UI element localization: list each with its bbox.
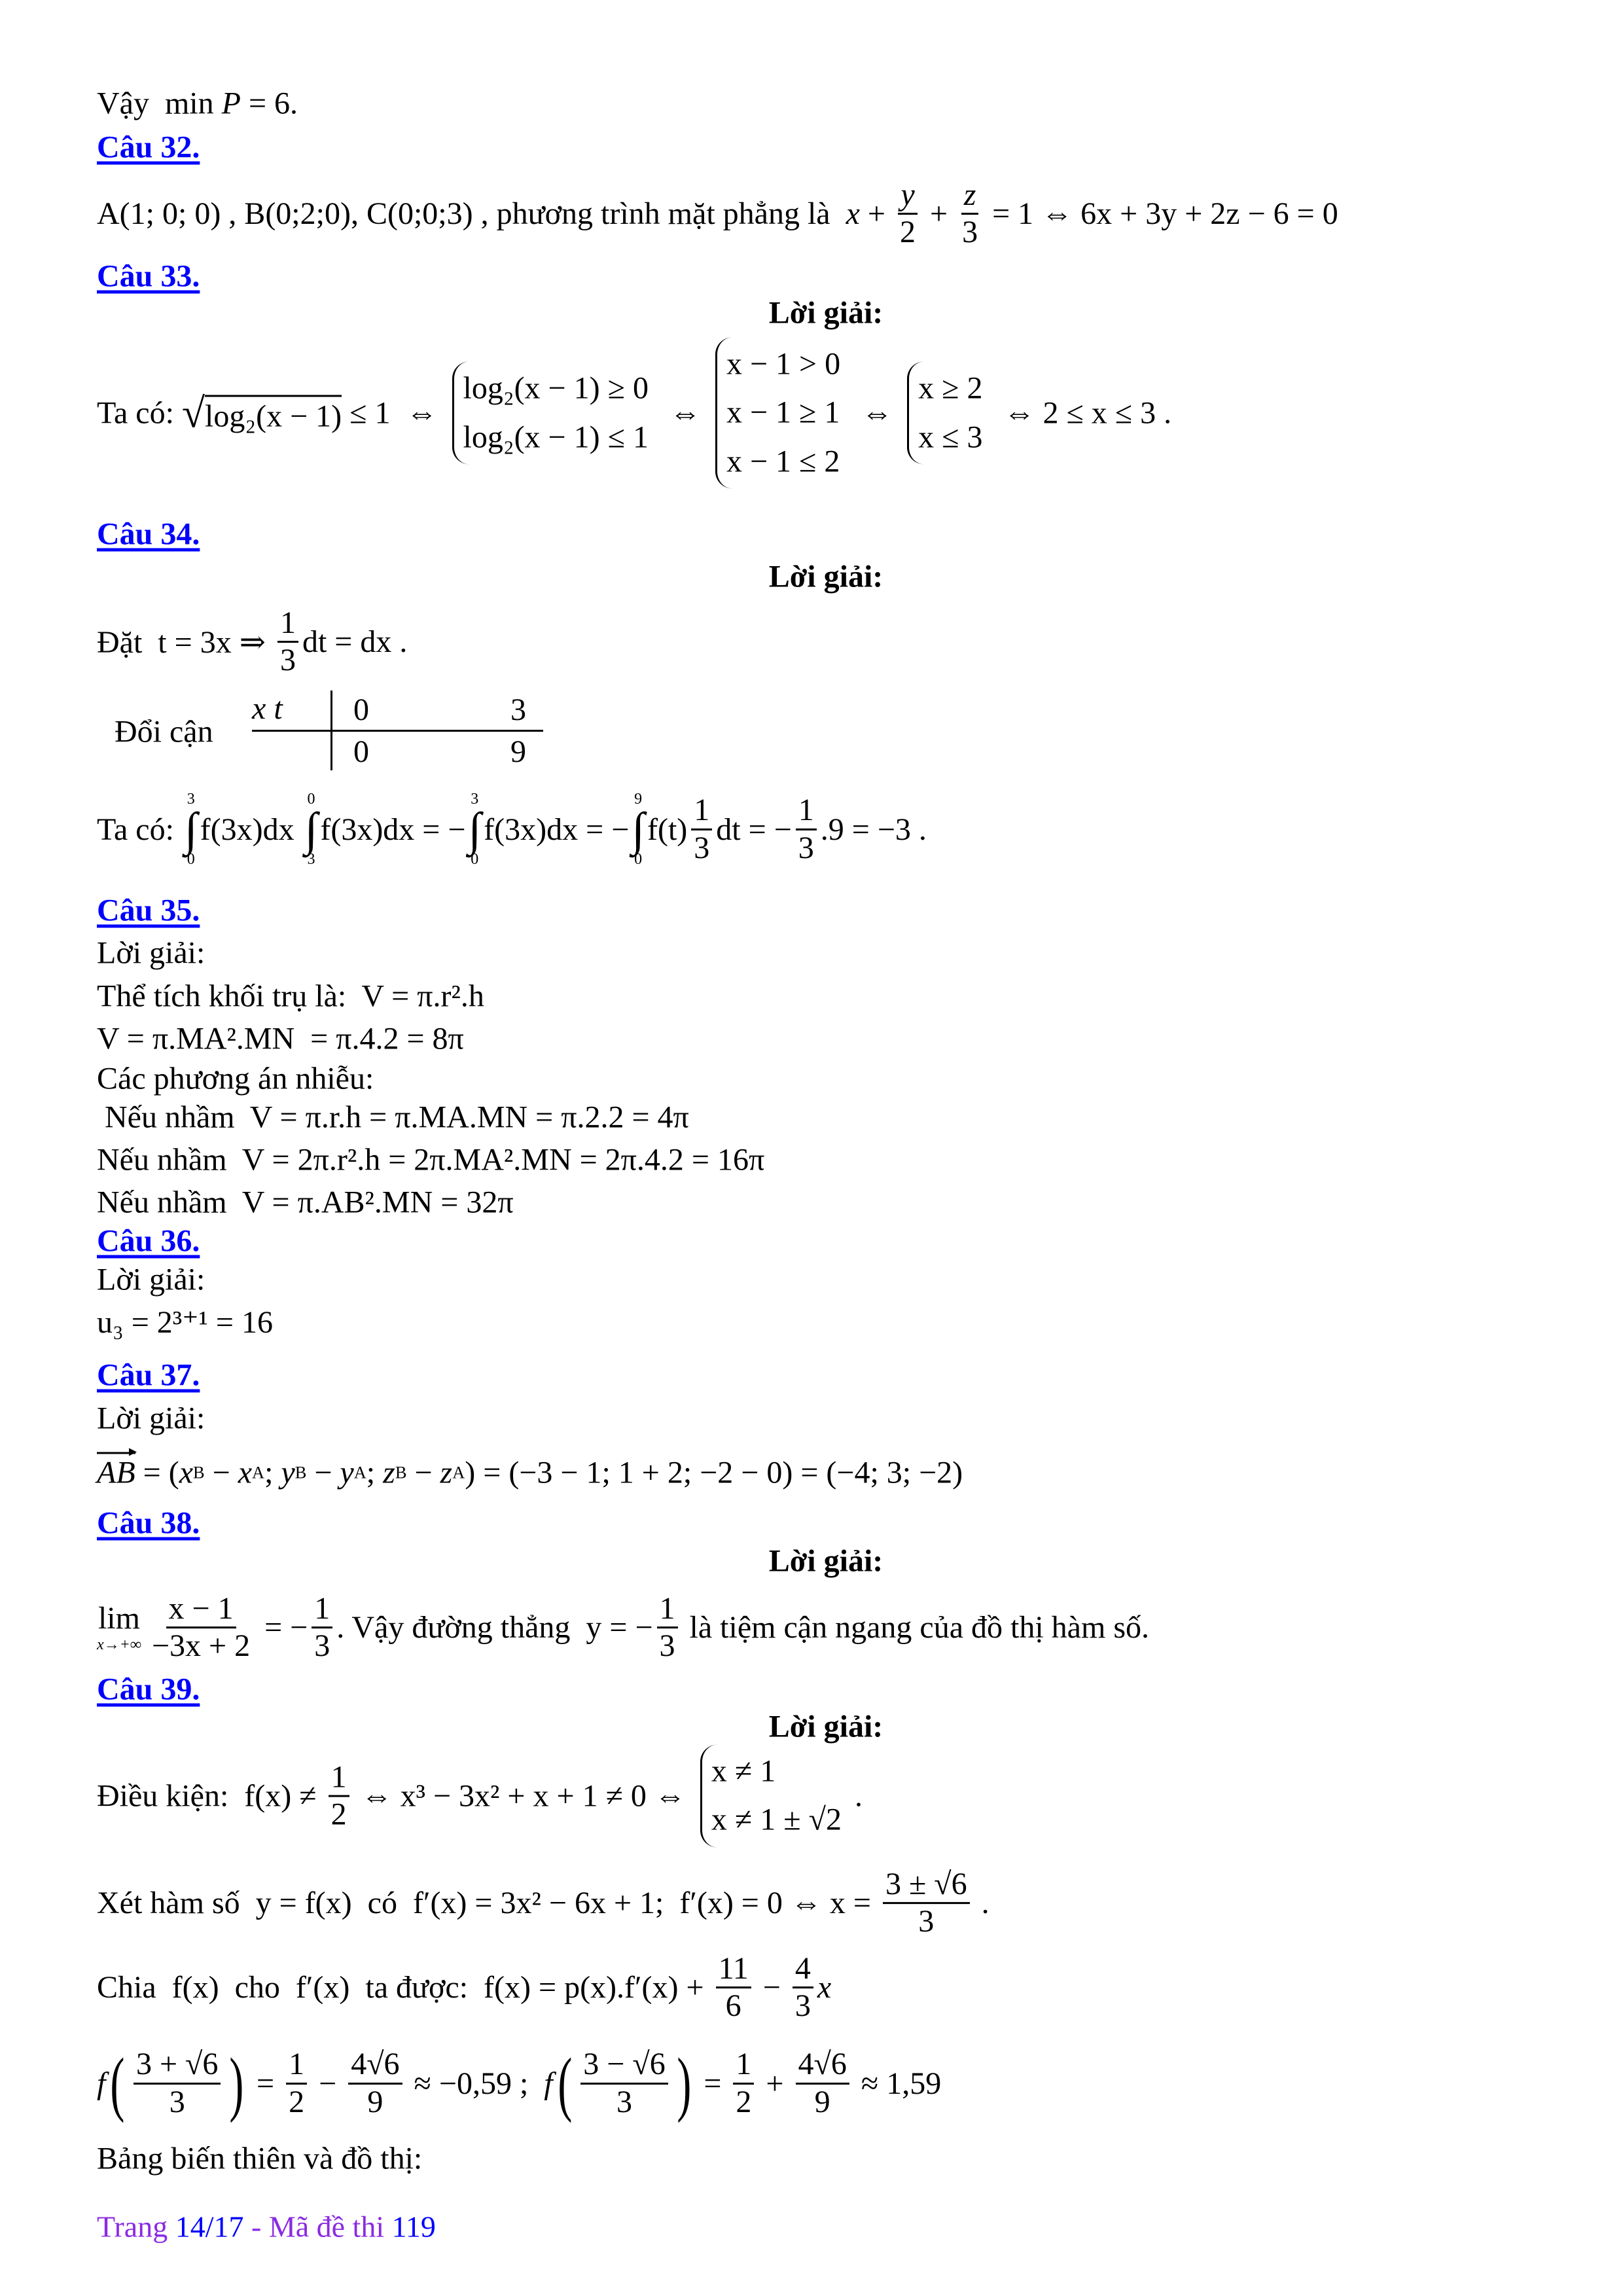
numerator: x − 1 (166, 1592, 236, 1628)
numerator: 4 (793, 1952, 813, 1988)
upper-limit: 3 (187, 790, 195, 808)
system-row: x ≤ 3 (918, 419, 983, 454)
parenthesized (105, 2043, 249, 2123)
lower-limit: 0 (471, 851, 479, 869)
solution-line: Bảng biến thiên và đồ thị: (97, 2141, 423, 2176)
fraction (959, 179, 980, 249)
math-var: x (846, 196, 860, 232)
fraction (149, 1592, 253, 1663)
numerator: y (898, 179, 917, 215)
page-footer (97, 2210, 436, 2244)
text: − (306, 1455, 340, 1490)
question-37-heading[interactable]: Câu 37. (97, 1357, 200, 1393)
fraction (348, 2048, 402, 2119)
text: = 6. (240, 86, 298, 121)
text: ⇔ (853, 395, 901, 431)
q39-derivative (97, 1868, 990, 1939)
text: ) (465, 1455, 476, 1490)
math-var: P (221, 86, 241, 121)
denominator: 3 (616, 2084, 632, 2119)
integral (305, 791, 318, 867)
numerator: 1 (286, 2048, 307, 2084)
denominator: 2 (289, 2084, 305, 2119)
text: = (249, 2066, 283, 2101)
numerator: 4√6 (796, 2048, 849, 2084)
system-1 (452, 362, 655, 465)
fraction (580, 2048, 668, 2119)
denominator: 3 (659, 1628, 675, 1664)
solution-heading: Lời giải: (768, 1709, 883, 1744)
left-paren: ( (110, 2043, 125, 2123)
math-var: z (440, 1455, 453, 1490)
lim-label: lim (98, 1601, 140, 1636)
bounds-label: Đổi cận (115, 714, 213, 749)
fraction (796, 2048, 849, 2119)
fraction (716, 1952, 751, 2023)
denominator: 3 (918, 1904, 935, 1939)
text: = 1 ⇔ 6x + 3y + 2z − 6 = 0 (984, 196, 1338, 232)
text: . (854, 1778, 863, 1814)
q39-division (97, 1952, 831, 2023)
system-row: x ≠ 1 ± √2 (711, 1803, 842, 1837)
text: ≤ 1 ⇔ (342, 395, 446, 431)
denominator: 6 (725, 1988, 741, 2024)
denominator: 2 (736, 2084, 752, 2119)
solution-label: Lời giải: (97, 1401, 205, 1436)
solution-line: u₃ = 2³⁺¹ = 16 (97, 1305, 273, 1340)
text: Ta có: (97, 812, 182, 847)
table-cell: 0 (353, 692, 369, 727)
text: ≈ −0,59 ; (406, 2066, 544, 2101)
fraction (883, 1868, 970, 1939)
question-35-heading[interactable]: Câu 35. (97, 893, 200, 928)
text: f(t) (647, 812, 688, 847)
numerator: 1 (733, 2048, 754, 2084)
fraction (657, 1592, 678, 1663)
denominator: 3 (794, 1988, 811, 2024)
system-row: x ≠ 1 (711, 1753, 776, 1789)
denominator: 2 (330, 1797, 347, 1832)
numerator: z (961, 179, 979, 215)
numerator: 3 − √6 (580, 2048, 668, 2084)
integral-sign: ∫ (632, 802, 645, 855)
math-var: y (281, 1455, 295, 1490)
math-var: z (383, 1455, 395, 1490)
integral (468, 791, 481, 867)
solution-line: Nếu nhầm V = π.r.h = π.MA.MN = π.2.2 = 4π (97, 1100, 689, 1135)
question-33-heading[interactable]: Câu 33. (97, 259, 200, 294)
system-row: x ≥ 2 (918, 370, 983, 406)
text: ; (264, 1455, 281, 1490)
question-39-heading[interactable]: Câu 39. (97, 1672, 200, 1707)
subscript: B (294, 1462, 307, 1482)
text: .9 = −3 . (820, 812, 927, 847)
table-cell: x (252, 691, 266, 726)
table-cell: 9 (510, 734, 526, 769)
question-36-heading[interactable]: Câu 36. (97, 1223, 200, 1259)
text: − (311, 2066, 345, 2101)
integral (632, 791, 645, 867)
bounds-table (252, 691, 543, 770)
denominator: 3 (314, 1628, 330, 1664)
lower-limit: 3 (307, 851, 315, 869)
exam-code: 119 (391, 2210, 436, 2244)
table-cell: 3 (510, 692, 526, 727)
subscript: A (353, 1462, 366, 1482)
integral-sign: ∫ (304, 802, 318, 855)
solution-label: Lời giải: (97, 1262, 205, 1297)
integral-sign: ∫ (468, 802, 482, 855)
integral (185, 791, 198, 867)
text: Điều kiện: f(x) ≠ (97, 1778, 325, 1814)
numerator: 1 (796, 794, 817, 830)
numerator: 11 (716, 1952, 751, 1988)
subscript: A (452, 1462, 465, 1482)
q38-limit (97, 1592, 1149, 1663)
text: = (−3 − 1; 1 + 2; −2 − 0) = (−4; 3; −2) (475, 1455, 963, 1490)
upper-limit: 9 (634, 790, 643, 808)
lower-limit: 0 (187, 851, 195, 869)
text: Xét hàm số y = f(x) có f′(x) = 3x² − 6x + 1; f′(x) = 0 ⇔ x = (97, 1886, 879, 1921)
page-number: 14/17 (175, 2210, 244, 2244)
right-paren: ) (229, 2043, 244, 2123)
upper-limit: 3 (471, 790, 479, 808)
text: f(3x)dx = − (320, 812, 466, 847)
solution-line: Nếu nhầm V = 2π.r².h = 2π.MA².MN = 2π.4.2 = 16π (97, 1142, 765, 1177)
q37-vector (97, 1455, 963, 1491)
divider (330, 691, 332, 770)
text: dt = dx . (302, 624, 408, 660)
denominator: 3 (169, 2084, 185, 2119)
fraction (312, 1592, 332, 1663)
left-paren: ( (557, 2043, 572, 2123)
text: + (859, 196, 893, 232)
solution-heading: Lời giải: (768, 1543, 883, 1579)
math-var: f (97, 2066, 106, 2101)
text: = − (257, 1610, 308, 1645)
denominator: 3 (694, 830, 710, 865)
question-34-heading[interactable]: Câu 34. (97, 516, 200, 552)
solution-label: Lời giải: (97, 935, 205, 971)
numerator: 3 ± √6 (883, 1868, 970, 1904)
text: f(3x)dx = − (484, 812, 630, 847)
numerator: 1 (691, 794, 712, 830)
text: là tiệm cận ngang của đồ thị hàm số. (681, 1610, 1149, 1645)
system-row: x − 1 > 0 (726, 346, 841, 382)
math-var: x (238, 1455, 253, 1490)
fraction (793, 1952, 813, 2023)
question-32-heading[interactable]: Câu 32. (97, 130, 200, 165)
lim-subscript: x→+∞ (97, 1636, 141, 1654)
text: Vậy min (97, 86, 222, 121)
text: = ( (135, 1455, 179, 1490)
radical-sign: √ (181, 389, 205, 436)
denominator: 9 (814, 2084, 830, 2119)
fraction (691, 794, 712, 865)
subscript: A (252, 1462, 265, 1482)
q39-values (97, 2043, 942, 2123)
condition-system (700, 1745, 848, 1848)
subscript: B (193, 1462, 205, 1482)
table-cell: t (274, 691, 283, 726)
conclusion-line (97, 86, 298, 122)
text: f(3x)dx (200, 812, 302, 847)
solution-heading: Lời giải: (768, 559, 883, 594)
fraction (897, 179, 918, 249)
fraction (286, 2048, 307, 2119)
numerator: 4√6 (348, 2048, 402, 2084)
limit (97, 1602, 141, 1653)
system-row: x − 1 ≥ 1 (726, 395, 840, 430)
right-paren: ) (677, 2043, 692, 2123)
text: + (921, 196, 956, 232)
math-var: y (340, 1455, 354, 1490)
text: Chia f(x) cho f′(x) ta được: f(x) = p(x).f′(x) + (97, 1970, 712, 2005)
text: − (204, 1455, 238, 1490)
solution-line: Nếu nhầm V = π.AB².MN = 32π (97, 1185, 514, 1220)
numerator: 3 + √6 (134, 2048, 221, 2084)
upper-limit: 0 (307, 790, 315, 808)
numerator: 1 (329, 1761, 349, 1797)
footer-text: - Mã đề thi (243, 2210, 392, 2244)
lower-limit: 0 (634, 851, 643, 869)
fraction (733, 2048, 754, 2119)
numerator: 1 (312, 1592, 332, 1628)
q39-condition (97, 1745, 863, 1848)
vector-AB: AB (97, 1455, 135, 1490)
q34-integral (97, 791, 927, 867)
text: . Vậy đường thẳng y = − (336, 1610, 653, 1645)
text: − (755, 1970, 789, 2005)
text: − (406, 1455, 440, 1490)
footer-text: Trang (97, 2210, 175, 2244)
system-row: log₂(x − 1) ≥ 0 (463, 370, 649, 406)
subscript: B (395, 1462, 407, 1482)
solution-heading: Lời giải: (768, 295, 883, 331)
q34-substitution (97, 607, 407, 677)
text: ≈ 1,59 (853, 2066, 942, 2101)
text: ⇔ (661, 395, 709, 431)
numerator: 1 (657, 1592, 678, 1628)
fraction (796, 794, 817, 865)
solution-line: V = π.MA².MN = π.4.2 = 8π (97, 1021, 464, 1056)
system-row: x − 1 ≤ 2 (726, 444, 840, 479)
divider (252, 730, 543, 732)
text: Đặt t = 3x ⇒ (97, 625, 274, 660)
parenthesized (553, 2043, 696, 2123)
system-2 (715, 337, 847, 488)
denominator: 3 (279, 643, 296, 678)
text: ⇔ 2 ≤ x ≤ 3 . (995, 395, 1172, 431)
q32-answer (97, 179, 1338, 249)
table-cell: 0 (353, 734, 369, 769)
q33-answer (97, 337, 1171, 488)
text: Ta có: (97, 395, 182, 431)
text: . (973, 1886, 990, 1921)
radicand: log₂(x − 1) (205, 395, 342, 434)
denominator: 3 (962, 215, 978, 250)
square-root (181, 389, 342, 436)
denominator: −3x + 2 (151, 1628, 251, 1664)
text: = (696, 2066, 730, 2101)
integral-sign: ∫ (184, 802, 198, 855)
denominator: 9 (367, 2084, 383, 2119)
math-var: x (817, 1970, 832, 2005)
numerator: 1 (277, 607, 298, 643)
math-var: f (544, 2066, 553, 2101)
question-38-heading[interactable]: Câu 38. (97, 1505, 200, 1541)
denominator: 3 (798, 830, 814, 865)
fraction (329, 1761, 349, 1831)
solution-line: Thể tích khối trụ là: V = π.r².h (97, 978, 484, 1014)
text: ; (366, 1455, 383, 1490)
fraction (134, 2048, 221, 2119)
text: A(1; 0; 0) , B(0;2;0), C(0;0;3) , phương trình mặt phẳng là (97, 196, 846, 232)
solution-line: Các phương án nhiễu: (97, 1061, 374, 1096)
text: + (758, 2066, 792, 2101)
system-row: log₂(x − 1) ≤ 1 (463, 419, 649, 454)
denominator: 2 (899, 215, 916, 250)
text: dt = − (716, 812, 792, 847)
fraction (277, 607, 298, 677)
system-3 (907, 362, 989, 465)
text: ⇔ x³ − 3x² + x + 1 ≠ 0 ⇔ (353, 1778, 694, 1814)
math-var: x (179, 1455, 194, 1490)
